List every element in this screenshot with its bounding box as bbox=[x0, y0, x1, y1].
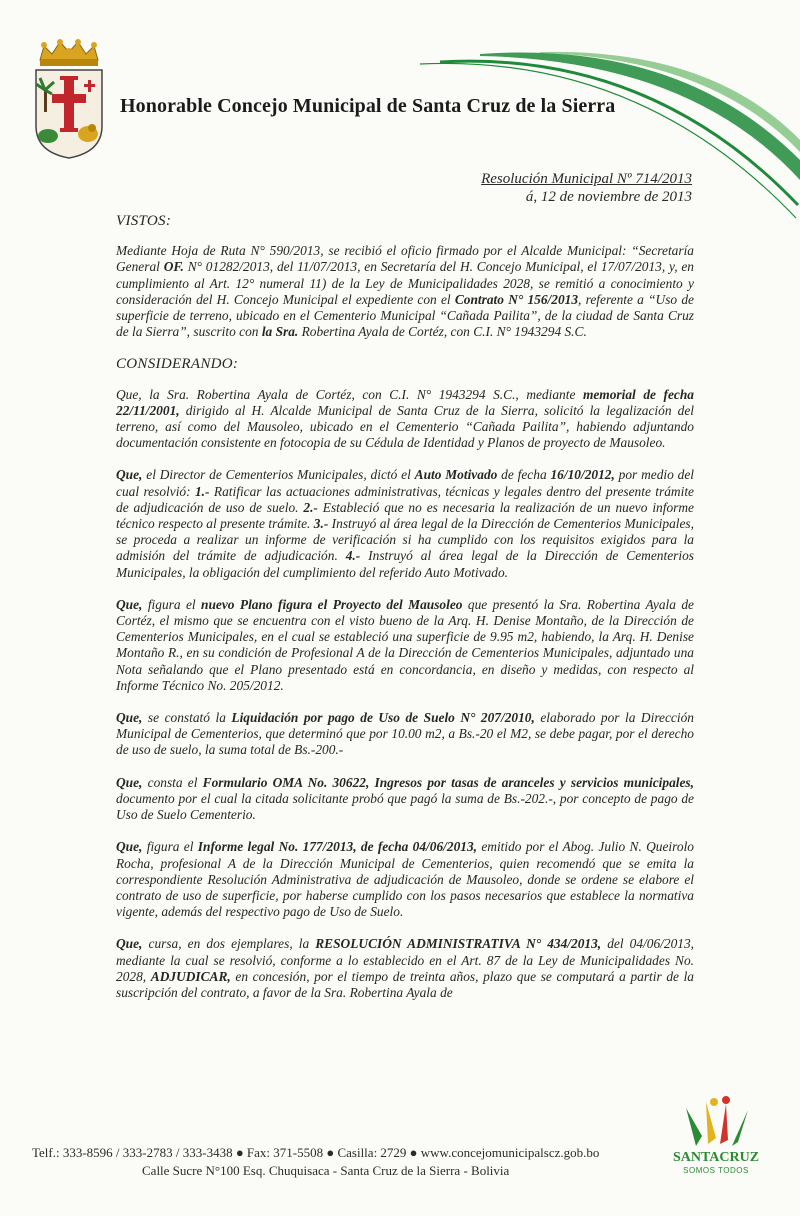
footer-address: Calle Sucre N°100 Esq. Chuquisaca - Santa Cruz de la Sierra - Bolivia bbox=[142, 1163, 510, 1178]
vistos-heading: VISTOS: bbox=[116, 213, 172, 229]
page-title: Honorable Concejo Municipal de Santa Cruz de la Sierra bbox=[120, 95, 616, 117]
document-body bbox=[116, 205, 694, 1017]
santa-cruz-logo-tagline: SOMOS TODOS bbox=[683, 1166, 749, 1175]
considerando-paragraph: Que, la Sra. Robertina Ayala de Cortéz, con C.I. N° 1943294 S.C., mediante memorial de fecha 22/11/2001, dirigido al H. Alcalde Municipal de Santa Cruz de la Sierra, solicitó la legalización del terreno, así como del Mausoleo, ubicado en el Cementerio “Cañada Pailita”, habiendo adjuntando documentación consistente en fotocopia de su Cédula de Identidad y Planos de proyecto de Mausoleo. bbox=[116, 386, 694, 451]
coat-of-arms-icon bbox=[30, 38, 108, 160]
santa-cruz-logo-name: SANTACRUZ bbox=[672, 1150, 760, 1165]
considerando-paragraph: Que, se constató la Liquidación por pago de Uso de Suelo N° 207/2010, elaborado por la Dirección Municipal de Cementerios, que determinó que por 10.00 m2, a Bs.-20 el M2, se debe pagar, por el derecho de uso de suelo, la suma total de Bs.-200.- bbox=[116, 710, 694, 758]
considerando-paragraph: Que, cursa, en dos ejemplares, la RESOLUCIÓN ADMINISTRATIVA N° 434/2013, del 04/06/2013, mediante la cual se resolvió, conforme a lo establecido en el Art. 87 de la Ley de Municipalidades No. 2028, ADJUDICAR, en concesión, por el tiempo de treinta años, plazo que se computará a partir de la suscripción del contrato, a favor de la Sra. Robertina Ayala de bbox=[116, 936, 695, 1000]
vistos-paragraph: Mediante Hoja de Ruta N° 590/2013, se recibió el oficio firmado por el Alcalde Municipal: “Secretaría General OF. N° 01282/2013, del 11/07/2013, en Secretaría del H. Concejo Municipal, el 17/07/2013, y, en cumplimiento al Art. 12° numeral 11) de la Ley de Municipalidades 2028, se remitió a conocimiento y consideración del H. Concejo Municipal el expediente con el Contrato N° 156/2013, referente a “Uso de superficie de terreno, ubicado en el Cementerio Municipal “Cañada Pailita”, de la ciudad de Santa Cruz de la Sierra”, suscrito con la Sra. Robertina Ayala de Cortéz, con C.I. N° 1943294 S.C. bbox=[116, 243, 694, 340]
footer-contact: Telf.: 333-8596 / 333-2783 / 333-3438 ● Fax: 371-5508 ● Casilla: 2729 ● www.concejomunicipalscz.gob.bo bbox=[32, 1145, 600, 1160]
considerando-paragraph: Que, figura el nuevo Plano figura el Proyecto del Mausoleo que presentó la Sra. Robertina Ayala de Cortéz, el mismo que se encuentra con el visto bueno de la Arq. H. Denise Montaño, de la Dirección de Cementerios Municipales, en el cual se estableció una superficie de 9.95 m2, habiendo, la Arq. H. Denise Montaño R., en su condición de Profesional A de la Dirección de Cementerios Municipales, adjuntado una Nota señalando que el Plano presentado está en concordancia, en diseño y medidas, con respecto al Informe Técnico No. 205/2012. bbox=[116, 596, 694, 693]
considerando-paragraph: Que, figura el Informe legal No. 177/2013, de fecha 04/06/2013, emitido por el Abog. Julio N. Queirolo Rocha, profesional A de la Dirección Municipal de Cementerios, quien recomendó que se emita la correspondiente Resolución Administrativa de adjudicación de Mausoleo, donde se ordene se elabore el contrato de uso de superficie, por haberse cumplido con los pasos necesarios que establece la normativa vigente, además del respectivo pago de Uso de Suelo. bbox=[116, 839, 694, 920]
considerando-paragraph: Que, consta el Formulario OMA No. 30622, Ingresos por tasas de aranceles y servicios municipales, documento por el cual la citada solicitante probó que pagó la suma de Bs.-202.-, por concepto de pago de Uso de Suelo Cementerio. bbox=[116, 774, 694, 823]
considerando-heading: CONSIDERANDO: bbox=[116, 356, 239, 373]
footer bbox=[32, 1144, 672, 1180]
resolution-block bbox=[481, 170, 692, 206]
resolution-date: á, 12 de noviembre de 2013 bbox=[525, 189, 692, 205]
considerando-paragraph: Que, el Director de Cementerios Municipales, dictó el Auto Motivado de fecha 16/10/2012, por medio del cual resolvió: 1.- Ratificar las actuaciones administrativas, técnicas y legales dentro del presente trámite de adjudicación de uso de suelo. 2.- Estableció que no es necesaria la realización de un nuevo informe técnico respecto al presente trámite. 3.- Instruyó al área legal de la Dirección de Cementerios Municipales, se proceda a realizar un informe de verificación si ha cumplido con los requisitos exigidos para la admisión del trámite de adjudicación. 4.- Instruyó al área legal de la Dirección de Cementerios Municipales, la obligación del cumplimiento del referido Auto Motivado. bbox=[116, 467, 694, 580]
resolution-number: Resolución Municipal Nº 714/2013 bbox=[481, 171, 692, 187]
